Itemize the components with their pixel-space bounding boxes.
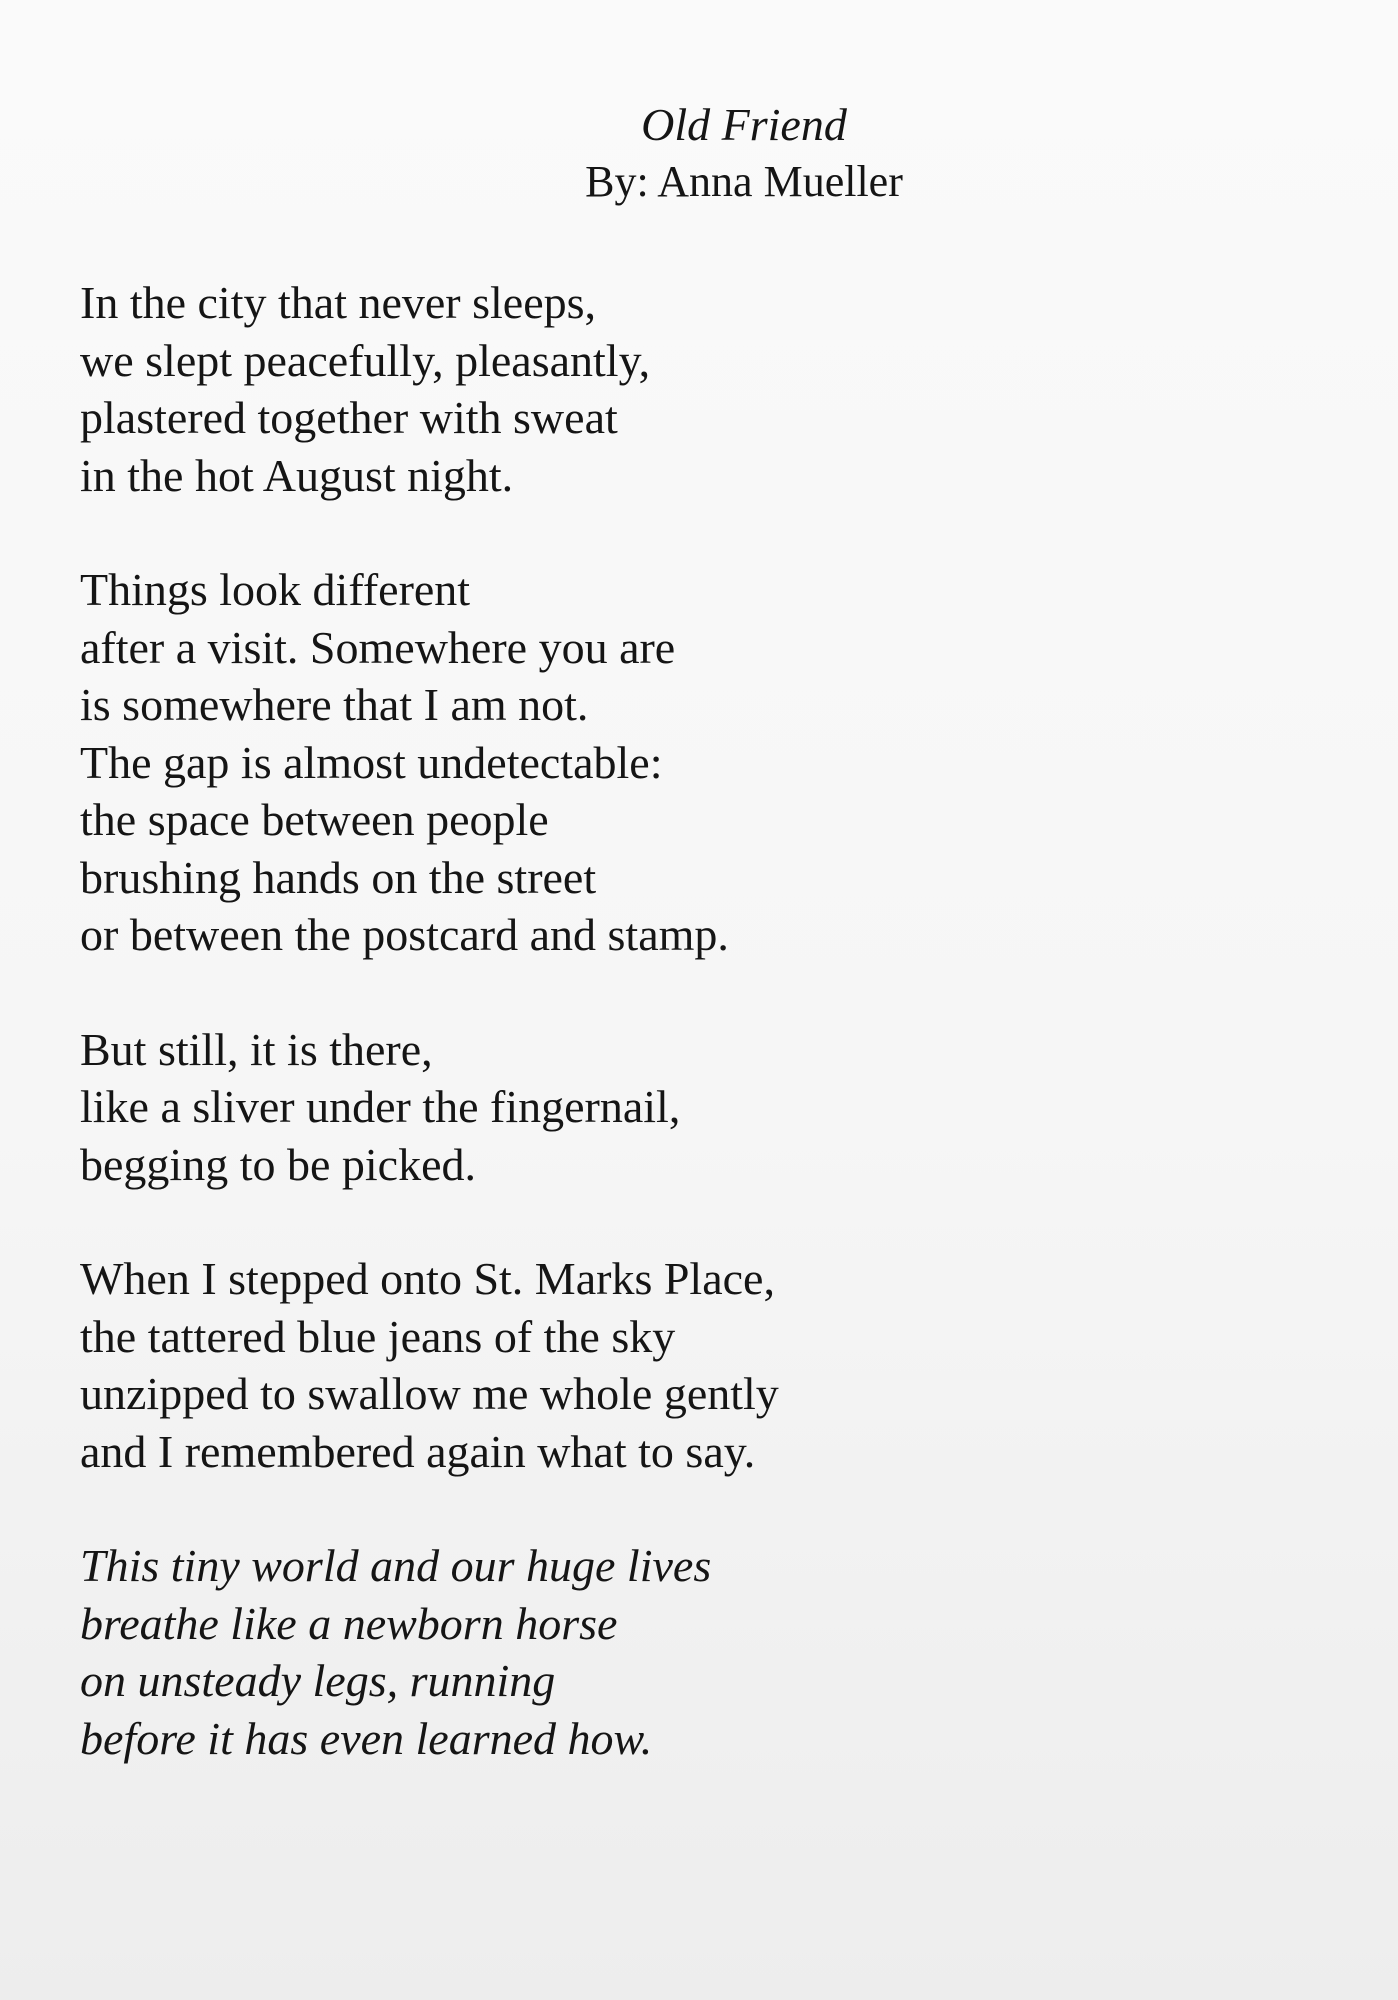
poem-line: breathe like a newborn horse (80, 1597, 618, 1649)
stanza-5 (80, 1537, 1280, 1767)
poem-line: plastered together with sweat (80, 392, 618, 443)
poem-line: begging to be picked. (80, 1138, 477, 1190)
poem-line: in the hot August night. (80, 449, 514, 501)
poem-line: But still, it is there, (80, 1023, 433, 1075)
poem-line: we slept peacefully, pleasantly, (80, 334, 651, 386)
poem-line: and I remembered again what to say. (80, 1425, 756, 1477)
poem-line: on unsteady legs, running (80, 1655, 556, 1706)
stanza-4 (80, 1250, 1280, 1480)
poem-byline: By: Anna Mueller (585, 157, 903, 206)
poem-line: The gap is almost undetectable: (80, 736, 663, 788)
poem-line: is somewhere that I am not. (80, 679, 589, 730)
poem-line: or between the postcard and stamp. (80, 909, 729, 960)
stanza-3 (80, 1021, 1280, 1194)
stanza-2 (80, 561, 1280, 964)
poem-line: the space between people (80, 794, 549, 845)
poem-body (80, 274, 1280, 1824)
poem-line: This tiny world and our huge lives (80, 1540, 712, 1591)
poem-line: before it has even learned how. (80, 1712, 653, 1764)
stanza-1 (80, 274, 1280, 504)
poem-line: Things look different (80, 564, 471, 615)
poem-line: unzipped to swallow me whole gently (80, 1368, 779, 1419)
poem-line: When I stepped onto St. Marks Place, (80, 1253, 775, 1304)
poem-line: the tattered blue jeans of the sky (80, 1310, 676, 1362)
poem-line: after a visit. Somewhere you are (80, 621, 676, 673)
poem-line: brushing hands on the street (80, 851, 597, 903)
poem-line: like a sliver under the fingernail, (80, 1081, 681, 1132)
poem-line: In the city that never sleeps, (80, 277, 597, 328)
poem-header-block (580, 96, 908, 210)
poem-title: Old Friend (641, 99, 847, 150)
